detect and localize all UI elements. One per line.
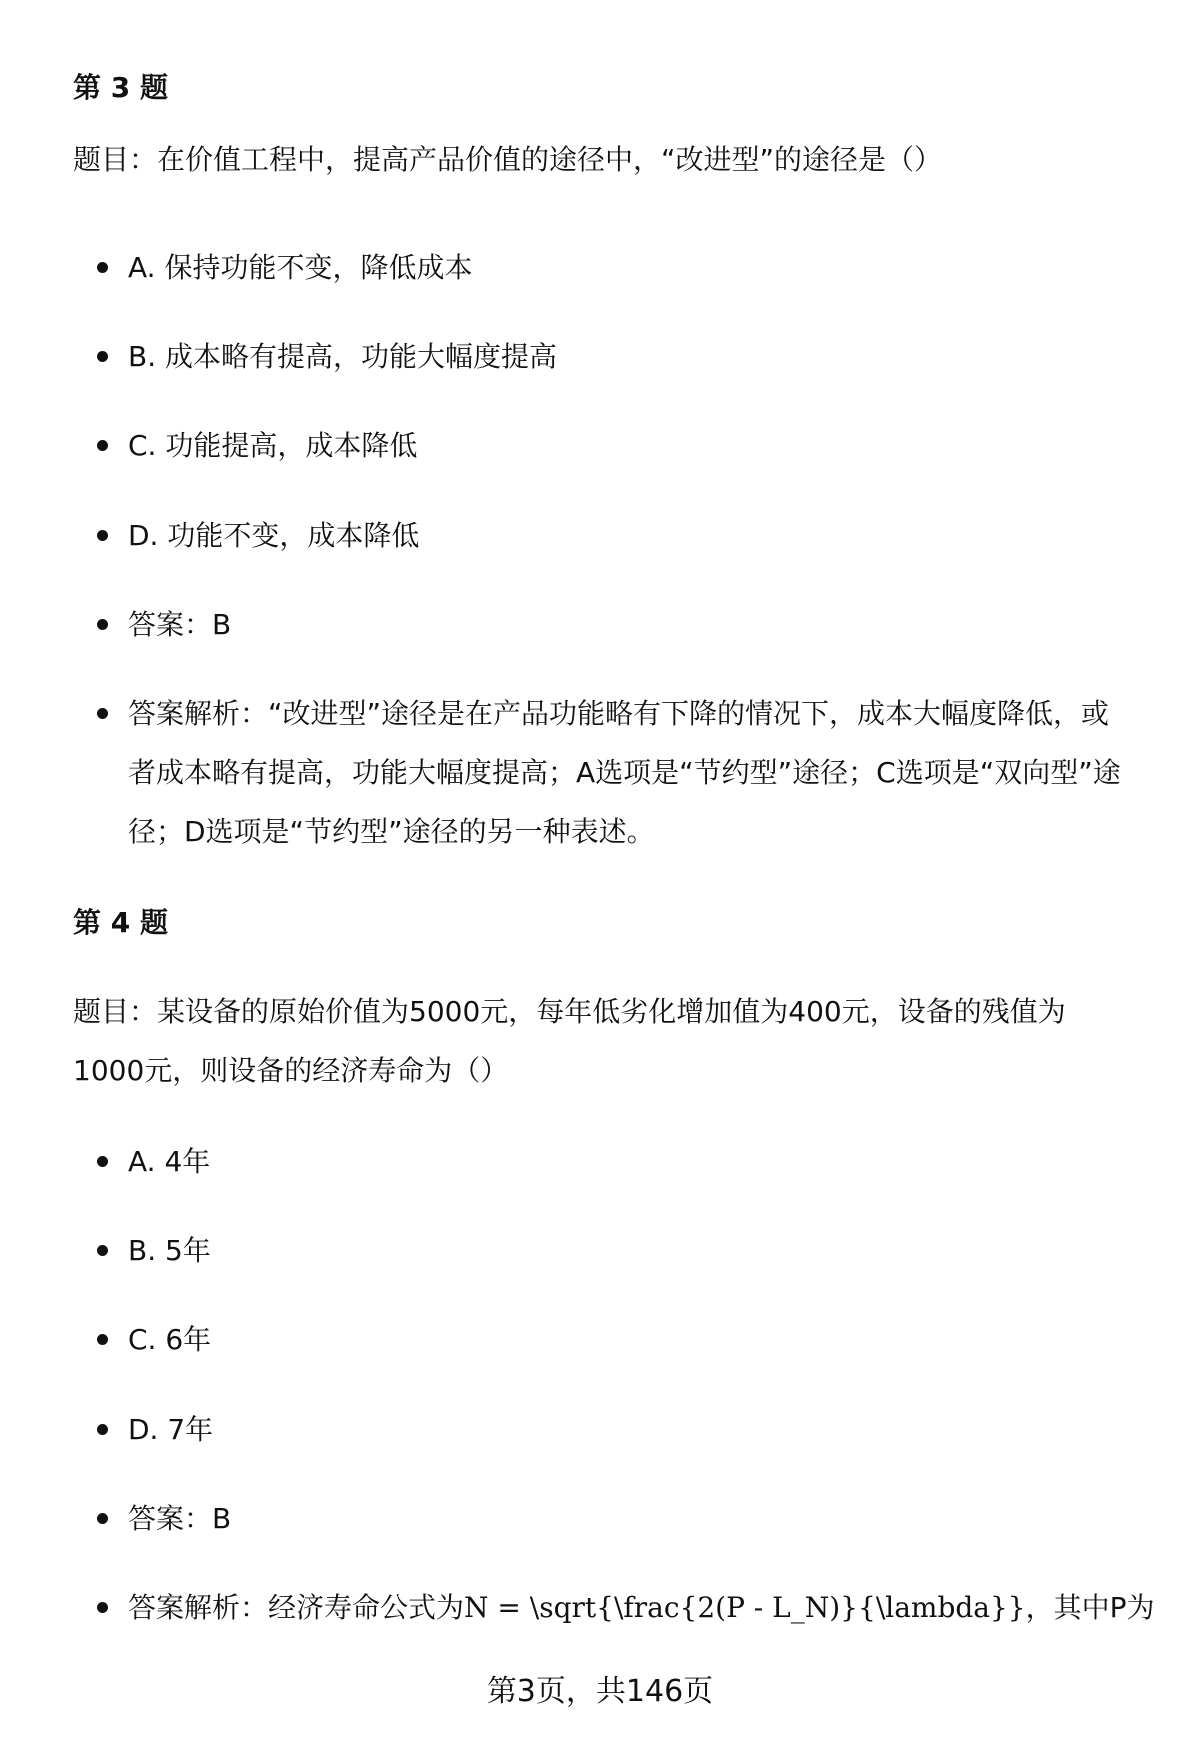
bullet-dot-icon (97, 1245, 108, 1256)
bullet-dot-icon (97, 440, 108, 451)
analysis-text (128, 1578, 1188, 1637)
answer-text: 答案：B (128, 1502, 232, 1535)
bullet-dot-icon (97, 708, 108, 719)
bullet-dot-icon (97, 619, 108, 630)
bullet-dot-icon (97, 351, 108, 362)
analysis-suffix: ，其中P为 (1025, 1591, 1155, 1624)
bullet-dot-icon (97, 1424, 108, 1435)
analysis-prefix: 答案解析：经济寿命公式为 (128, 1591, 465, 1624)
question-4-heading: 第 4 题 (73, 906, 168, 939)
bullet-dot-icon (97, 1156, 108, 1167)
option-a-text: A. 4年 (128, 1145, 211, 1178)
bullet-dot-icon (97, 530, 108, 541)
bullet-dot-icon (97, 1334, 108, 1345)
answer-text: 答案：B (128, 608, 232, 641)
option-c-text: C. 功能提高，成本降低 (128, 429, 418, 462)
option-d-text: D. 7年 (128, 1413, 214, 1446)
bullet-dot-icon (97, 1513, 108, 1524)
analysis-formula: N = \sqrt{\frac{2(P - L_N)}{\lambda}} (464, 1591, 1026, 1624)
option-c-text: C. 6年 (128, 1323, 212, 1356)
page-footer: 第3页，共146页 (486, 1674, 714, 1709)
option-a-text: A. 保持功能不变，降低成本 (128, 251, 473, 284)
question-4-stem: 题目：某设备的原始价值为5000元，每年低劣化增加值为400元，设备的残值为1000元，则设备的经济寿命为（） (73, 995, 1066, 1087)
bullet-dot-icon (97, 1602, 108, 1613)
option-d-text: D. 功能不变，成本降低 (128, 519, 420, 552)
analysis-text: 答案解析：“改进型”途径是在产品功能略有下降的情况下，成本大幅度降低，或者成本略有提高，功能大幅度提高；A选项是“节约型”途径；C选项是“双向型”途径；D选项是“节约型”途径的另一种表述。 (128, 697, 1121, 848)
option-b-text: B. 成本略有提高，功能大幅度提高 (128, 340, 558, 373)
question-3-stem: 题目：在价值工程中，提高产品价值的途径中，“改进型”的途径是（） (73, 143, 943, 176)
bullet-dot-icon (97, 262, 108, 273)
question-3-heading: 第 3 题 (73, 71, 168, 104)
option-b-text: B. 5年 (128, 1234, 211, 1267)
